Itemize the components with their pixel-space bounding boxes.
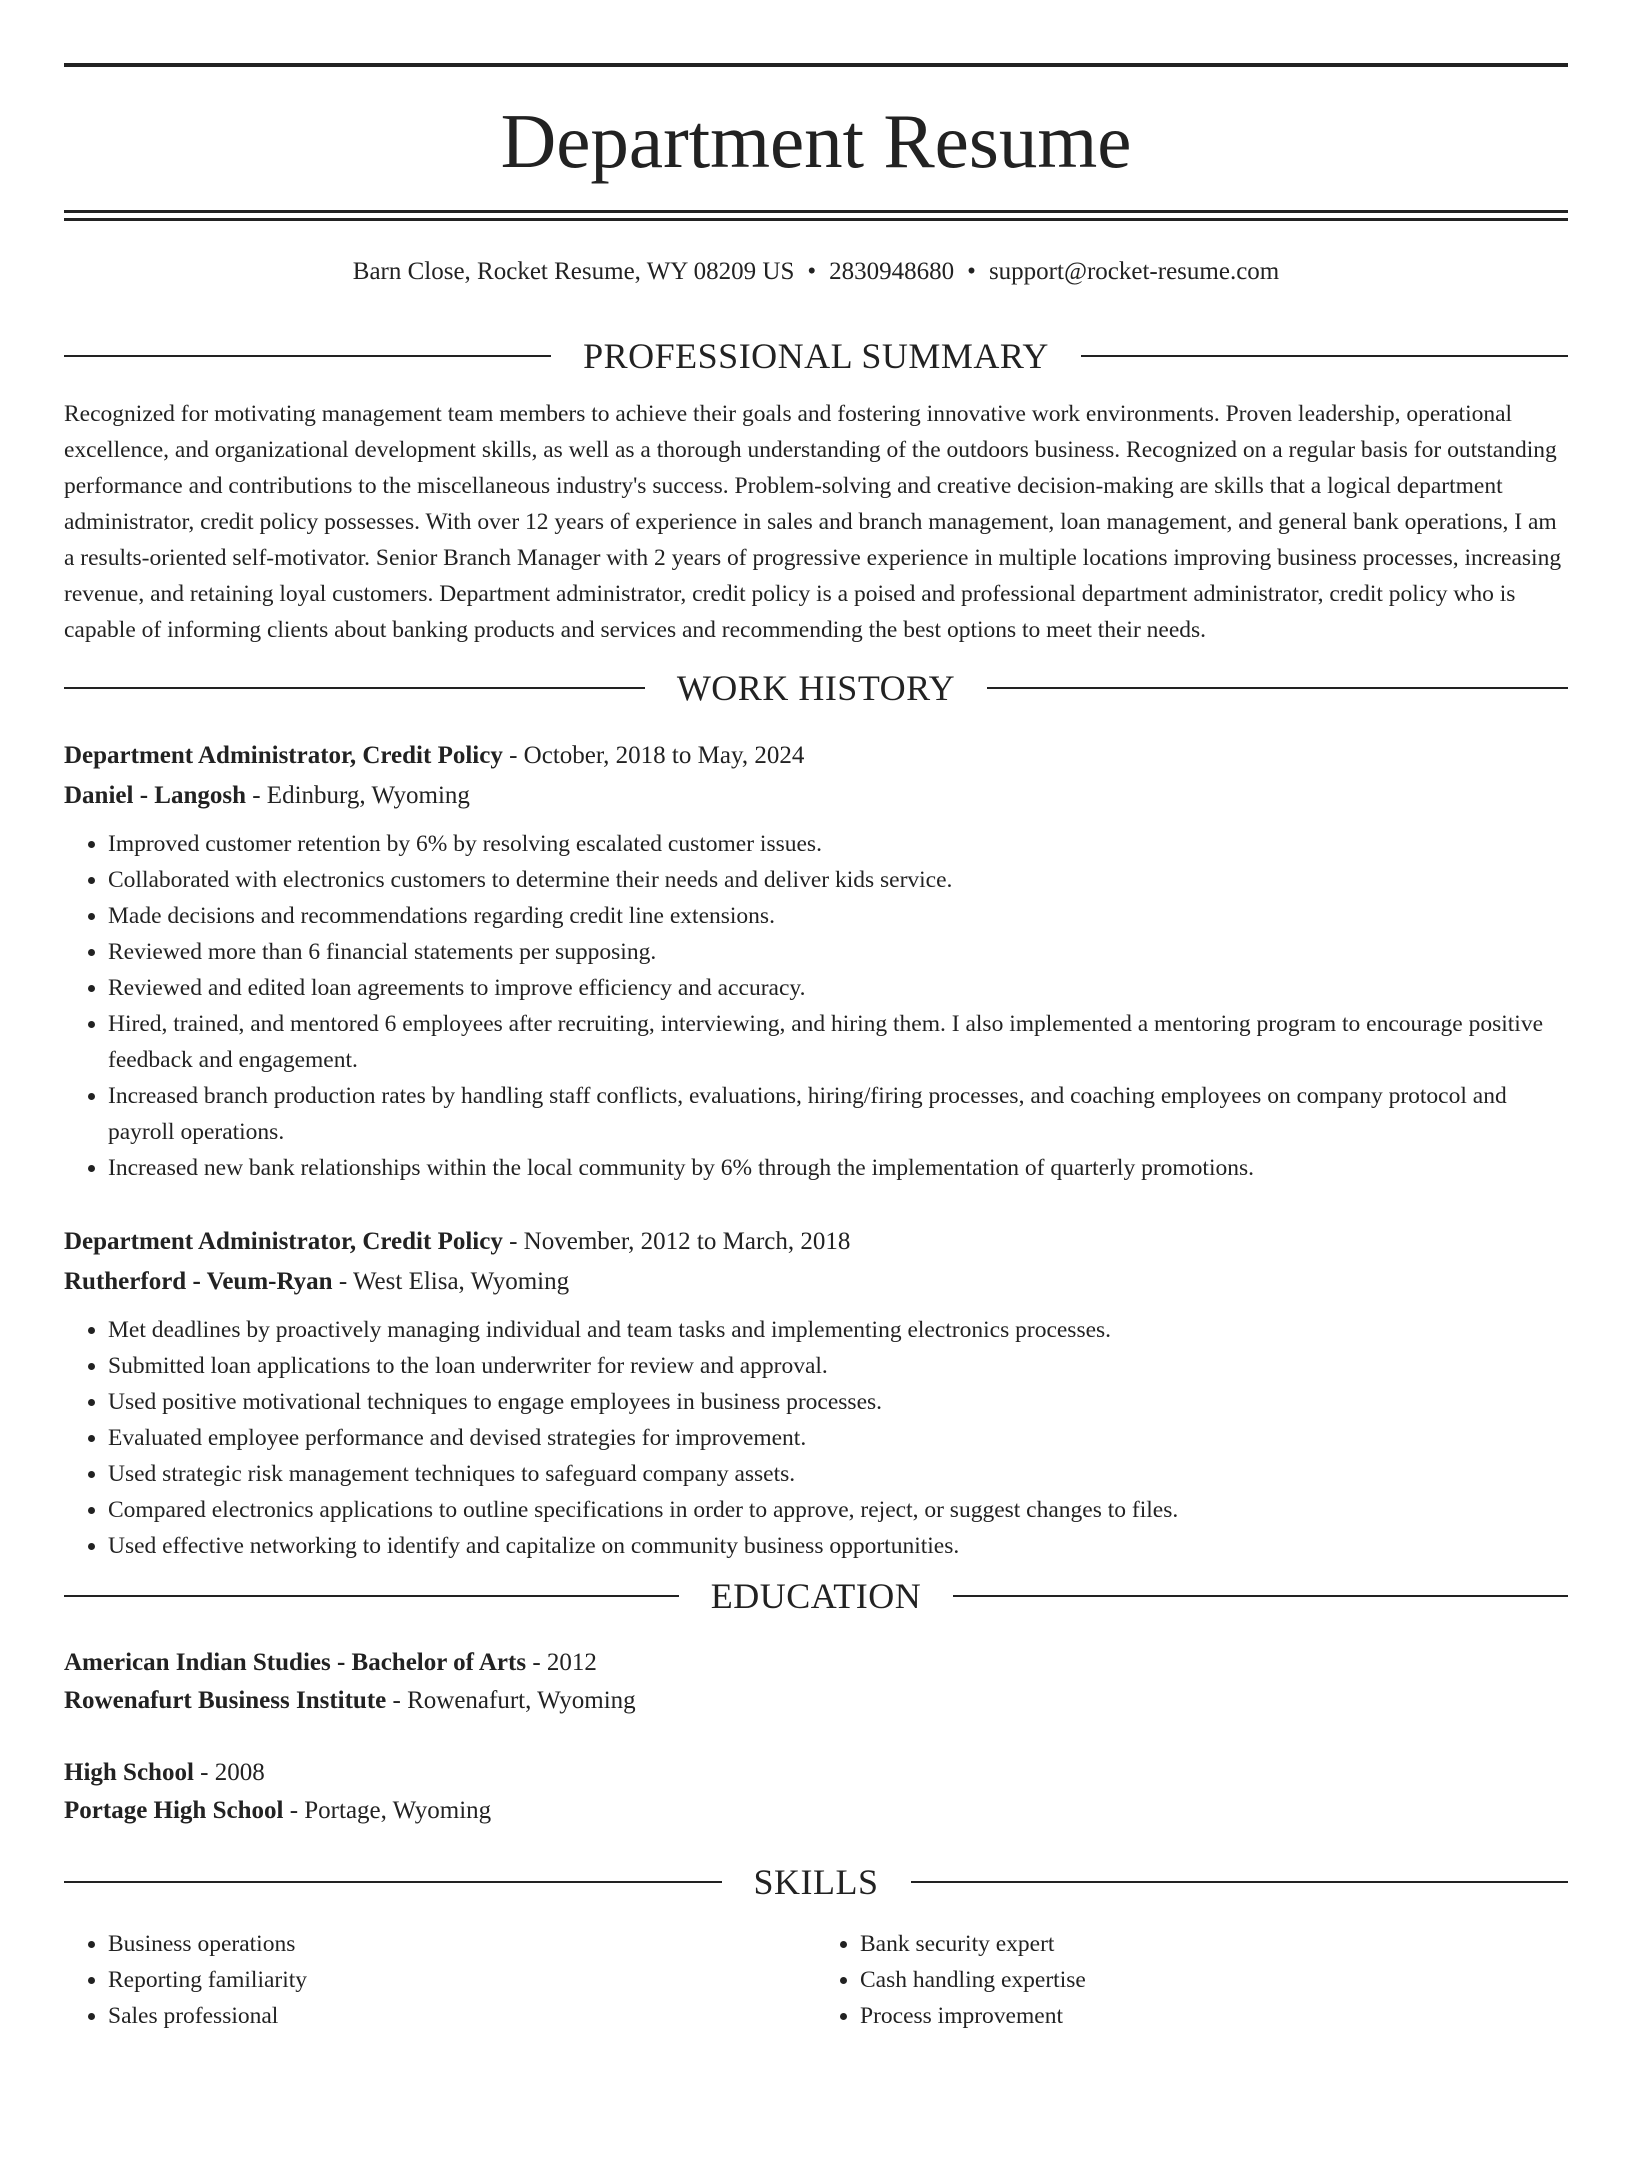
education-school: Rowenafurt Business Institute <box>64 1687 387 1714</box>
education-location: - Rowenafurt, Wyoming <box>386 1687 636 1714</box>
section-rule-left <box>64 1881 722 1883</box>
job-bullet: • Used positive motivational techniques to engage employees in business processes. <box>108 1384 1568 1420</box>
skill-item: • Bank security expert <box>860 1926 1568 1962</box>
education-section-header <box>64 1578 1568 1614</box>
job-bullet: • Collaborated with electronics customers to determine their needs and deliver kids service. <box>108 862 1568 898</box>
education-school-line <box>64 1792 1568 1830</box>
job-bullet: • Increased branch production rates by handling staff conflicts, evaluations, hiring/firing processes, and coaching employees on company protocol and payroll operations. <box>108 1078 1568 1150</box>
title-double-rule <box>64 210 1568 221</box>
job-title: Department Administrator, Credit Policy <box>64 742 503 769</box>
job-location: - West Elisa, Wyoming <box>332 1268 570 1295</box>
section-rule-left <box>64 687 645 689</box>
job-bullet: • Reviewed more than 6 financial statements per supposing. <box>108 934 1568 970</box>
job-bullet: • Hired, trained, and mentored 6 employees after recruiting, interviewing, and hiring them. I also implemented a mentoring program to encourage positive feedback and engagement. <box>108 1006 1568 1078</box>
education-year: - 2008 <box>193 1759 265 1786</box>
education-degree-line <box>64 1644 1568 1682</box>
section-heading: PROFESSIONAL SUMMARY <box>583 336 1049 376</box>
contact-separator: • <box>967 258 976 285</box>
skills-left-column <box>64 1926 816 2034</box>
job-title-line <box>64 736 1568 776</box>
education-location: - Portage, Wyoming <box>283 1797 492 1824</box>
job-bullets <box>64 826 1568 1186</box>
section-heading: EDUCATION <box>710 1576 922 1616</box>
skills-right-column <box>816 1926 1568 2034</box>
job-bullets <box>64 1312 1568 1564</box>
education-school: Portage High School <box>64 1797 284 1824</box>
skill-item: • Process improvement <box>860 1998 1568 2034</box>
job-bullet: • Used effective networking to identify and capitalize on community business opportunities. <box>108 1528 1568 1564</box>
section-rule-left <box>64 355 551 357</box>
section-heading: SKILLS <box>753 1862 879 1902</box>
job-bullet: • Reviewed and edited loan agreements to improve efficiency and accuracy. <box>108 970 1568 1006</box>
job-bullet: • Improved customer retention by 6% by resolving escalated customer issues. <box>108 826 1568 862</box>
resume-page <box>0 63 1632 2175</box>
summary-section-header <box>64 338 1568 374</box>
job-bullet: • Met deadlines by proactively managing individual and team tasks and implementing electronics processes. <box>108 1312 1568 1348</box>
job-title-line <box>64 1222 1568 1262</box>
job-company-line <box>64 776 1568 816</box>
education-school-line <box>64 1682 1568 1720</box>
education-entry <box>64 1644 1568 1720</box>
job-dates: - October, 2018 to May, 2024 <box>502 742 805 769</box>
job-entry <box>64 1222 1568 1564</box>
work-section-header <box>64 670 1568 706</box>
education-degree: American Indian Studies - Bachelor of Arts <box>64 1649 527 1676</box>
section-rule-left <box>64 1595 679 1597</box>
skill-item: • Business operations <box>108 1926 816 1962</box>
job-bullet: • Submitted loan applications to the loan underwriter for review and approval. <box>108 1348 1568 1384</box>
education-entry <box>64 1754 1568 1830</box>
section-heading: WORK HISTORY <box>676 668 956 708</box>
job-bullet: • Made decisions and recommendations regarding credit line extensions. <box>108 898 1568 934</box>
job-dates: - November, 2012 to March, 2018 <box>502 1228 851 1255</box>
job-company-line <box>64 1262 1568 1302</box>
skill-item: • Sales professional <box>108 1998 816 2034</box>
job-bullet: • Increased new bank relationships within the local community by 6% through the implementation of quarterly promotions. <box>108 1150 1568 1186</box>
job-bullet: • Evaluated employee performance and devised strategies for improvement. <box>108 1420 1568 1456</box>
contact-phone: 2830948680 <box>829 258 955 285</box>
job-location: - Edinburg, Wyoming <box>245 782 470 809</box>
skill-item: • Reporting familiarity <box>108 1962 816 1998</box>
contact-line <box>64 259 1568 289</box>
job-company: Daniel - Langosh <box>64 782 246 809</box>
resume-title: Department Resume <box>500 98 1132 184</box>
contact-email: support@rocket-resume.com <box>988 258 1280 285</box>
section-rule-right <box>953 1595 1568 1597</box>
summary-paragraph: Recognized for motivating management team members to achieve their goals and fostering innovative work environments. Proven leadership, operational excellence, and organizational development skills, as well as a thorough understanding of the outdoors business. Recognized on a regular basis for outstanding performance and contributions to the miscellaneous industry's success. Problem-solving and creative decision-making are skills that a logical department administrator, credit policy possesses. With over 12 years of experience in sales and branch management, loan management, and general bank operations, I am a results-oriented self-motivator. Senior Branch Manager with 2 years of progressive experience in multiple locations improving business processes, increasing revenue, and retaining loyal customers. Department administrator, credit policy is a poised and professional department administrator, credit policy who is capable of informing clients about banking products and services and recommending the best options to meet their needs. <box>64 401 1562 643</box>
contact-separator: • <box>807 258 817 285</box>
job-entry <box>64 736 1568 1186</box>
job-company: Rutherford - Veum-Ryan <box>64 1268 333 1295</box>
skill-item: • Cash handling expertise <box>860 1962 1568 1998</box>
section-rule-right <box>1081 355 1568 357</box>
job-bullet: • Used strategic risk management techniques to safeguard company assets. <box>108 1456 1568 1492</box>
job-bullet: • Compared electronics applications to outline specifications in order to approve, reject, or suggest changes to files. <box>108 1492 1568 1528</box>
skills-section-header <box>64 1864 1568 1900</box>
education-degree: High School <box>64 1759 194 1786</box>
section-rule-right <box>911 1881 1569 1883</box>
section-rule-right <box>987 687 1568 689</box>
education-degree-line <box>64 1754 1568 1792</box>
contact-address: Barn Close, Rocket Resume, WY 08209 US <box>352 258 795 285</box>
job-title: Department Administrator, Credit Policy <box>64 1228 503 1255</box>
skills-columns <box>64 1926 1568 2034</box>
education-year: - 2012 <box>526 1649 597 1676</box>
